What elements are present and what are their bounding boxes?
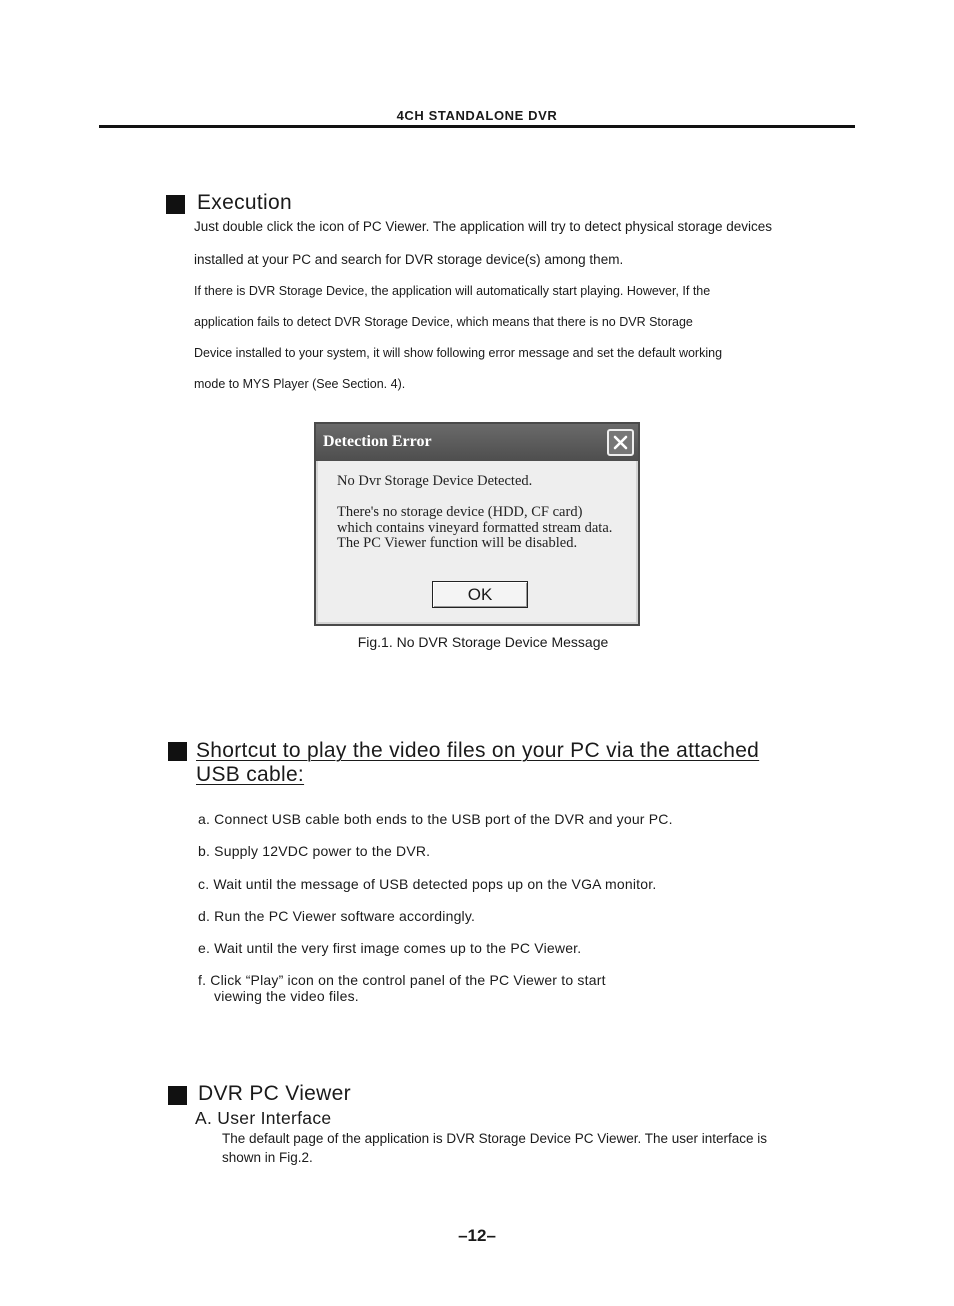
dialog-title: Detection Error [323, 433, 432, 450]
list-item-continuation: viewing the video files. [214, 988, 359, 1004]
list-item: b. Supply 12VDC power to the DVR. [198, 843, 431, 859]
close-x-glyph [612, 434, 629, 451]
dialog-message-line1: No Dvr Storage Device Detected. [337, 473, 533, 489]
list-item: a. Connect USB cable both ends to the USB port of the DVR and your PC. [198, 811, 673, 827]
dialog-message-line2: There's no storage device (HDD, CF card) [337, 504, 583, 520]
pc-viewer-heading: DVR PC Viewer [198, 1082, 351, 1105]
execution-para1-line1: Just double click the icon of PC Viewer. The application will try to detect physical storage devices [194, 219, 773, 234]
execution-para2-line2: application fails to detect DVR Storage Device, which means that there is no DVR Storage [194, 315, 693, 329]
dialog-message-line4: The PC Viewer function will be disabled. [337, 535, 578, 551]
section-bullet-icon [168, 742, 187, 761]
detection-error-dialog [314, 422, 640, 626]
shortcut-heading-line1: Shortcut to play the video files on your PC via the attached [196, 739, 760, 762]
section-bullet-icon [166, 195, 185, 214]
list-item: c. Wait until the message of USB detected pops up on the VGA monitor. [198, 876, 657, 892]
execution-heading: Execution [197, 191, 292, 214]
execution-para1-line2: installed at your PC and search for DVR storage device(s) among them. [194, 252, 624, 267]
execution-para2-line1: If there is DVR Storage Device, the application will automatically start playing. However, If the [194, 284, 711, 298]
section-bullet-icon [168, 1086, 187, 1105]
page-number: –12– [458, 1226, 496, 1245]
header-divider [99, 125, 855, 128]
pc-viewer-desc-line2: shown in Fig.2. [222, 1150, 313, 1165]
list-item: e. Wait until the very first image comes up to the PC Viewer. [198, 940, 582, 956]
list-item: f. Click “Play” icon on the control panel of the PC Viewer to start [198, 972, 606, 988]
user-interface-subheading: A. User Interface [195, 1108, 332, 1128]
execution-para2-line4: mode to MYS Player (See Section. 4). [194, 377, 406, 391]
close-icon[interactable] [607, 429, 634, 456]
execution-para2-line3: Device installed to your system, it will show following error message and set the default working [194, 346, 723, 360]
figure-caption: Fig.1. No DVR Storage Device Message [357, 634, 609, 650]
pc-viewer-desc-line1: The default page of the application is DVR Storage Device PC Viewer. The user interface is [222, 1131, 768, 1146]
dialog-body [318, 461, 636, 622]
dialog-message-line3: which contains vineyard formatted stream data. [337, 520, 613, 536]
dialog-titlebar [316, 424, 638, 461]
ok-button[interactable]: OK [432, 581, 528, 608]
shortcut-heading-line2: USB cable: [196, 763, 305, 786]
list-item: d. Run the PC Viewer software accordingly. [198, 908, 476, 924]
running-header: 4CH STANDALONE DVR [396, 108, 558, 123]
